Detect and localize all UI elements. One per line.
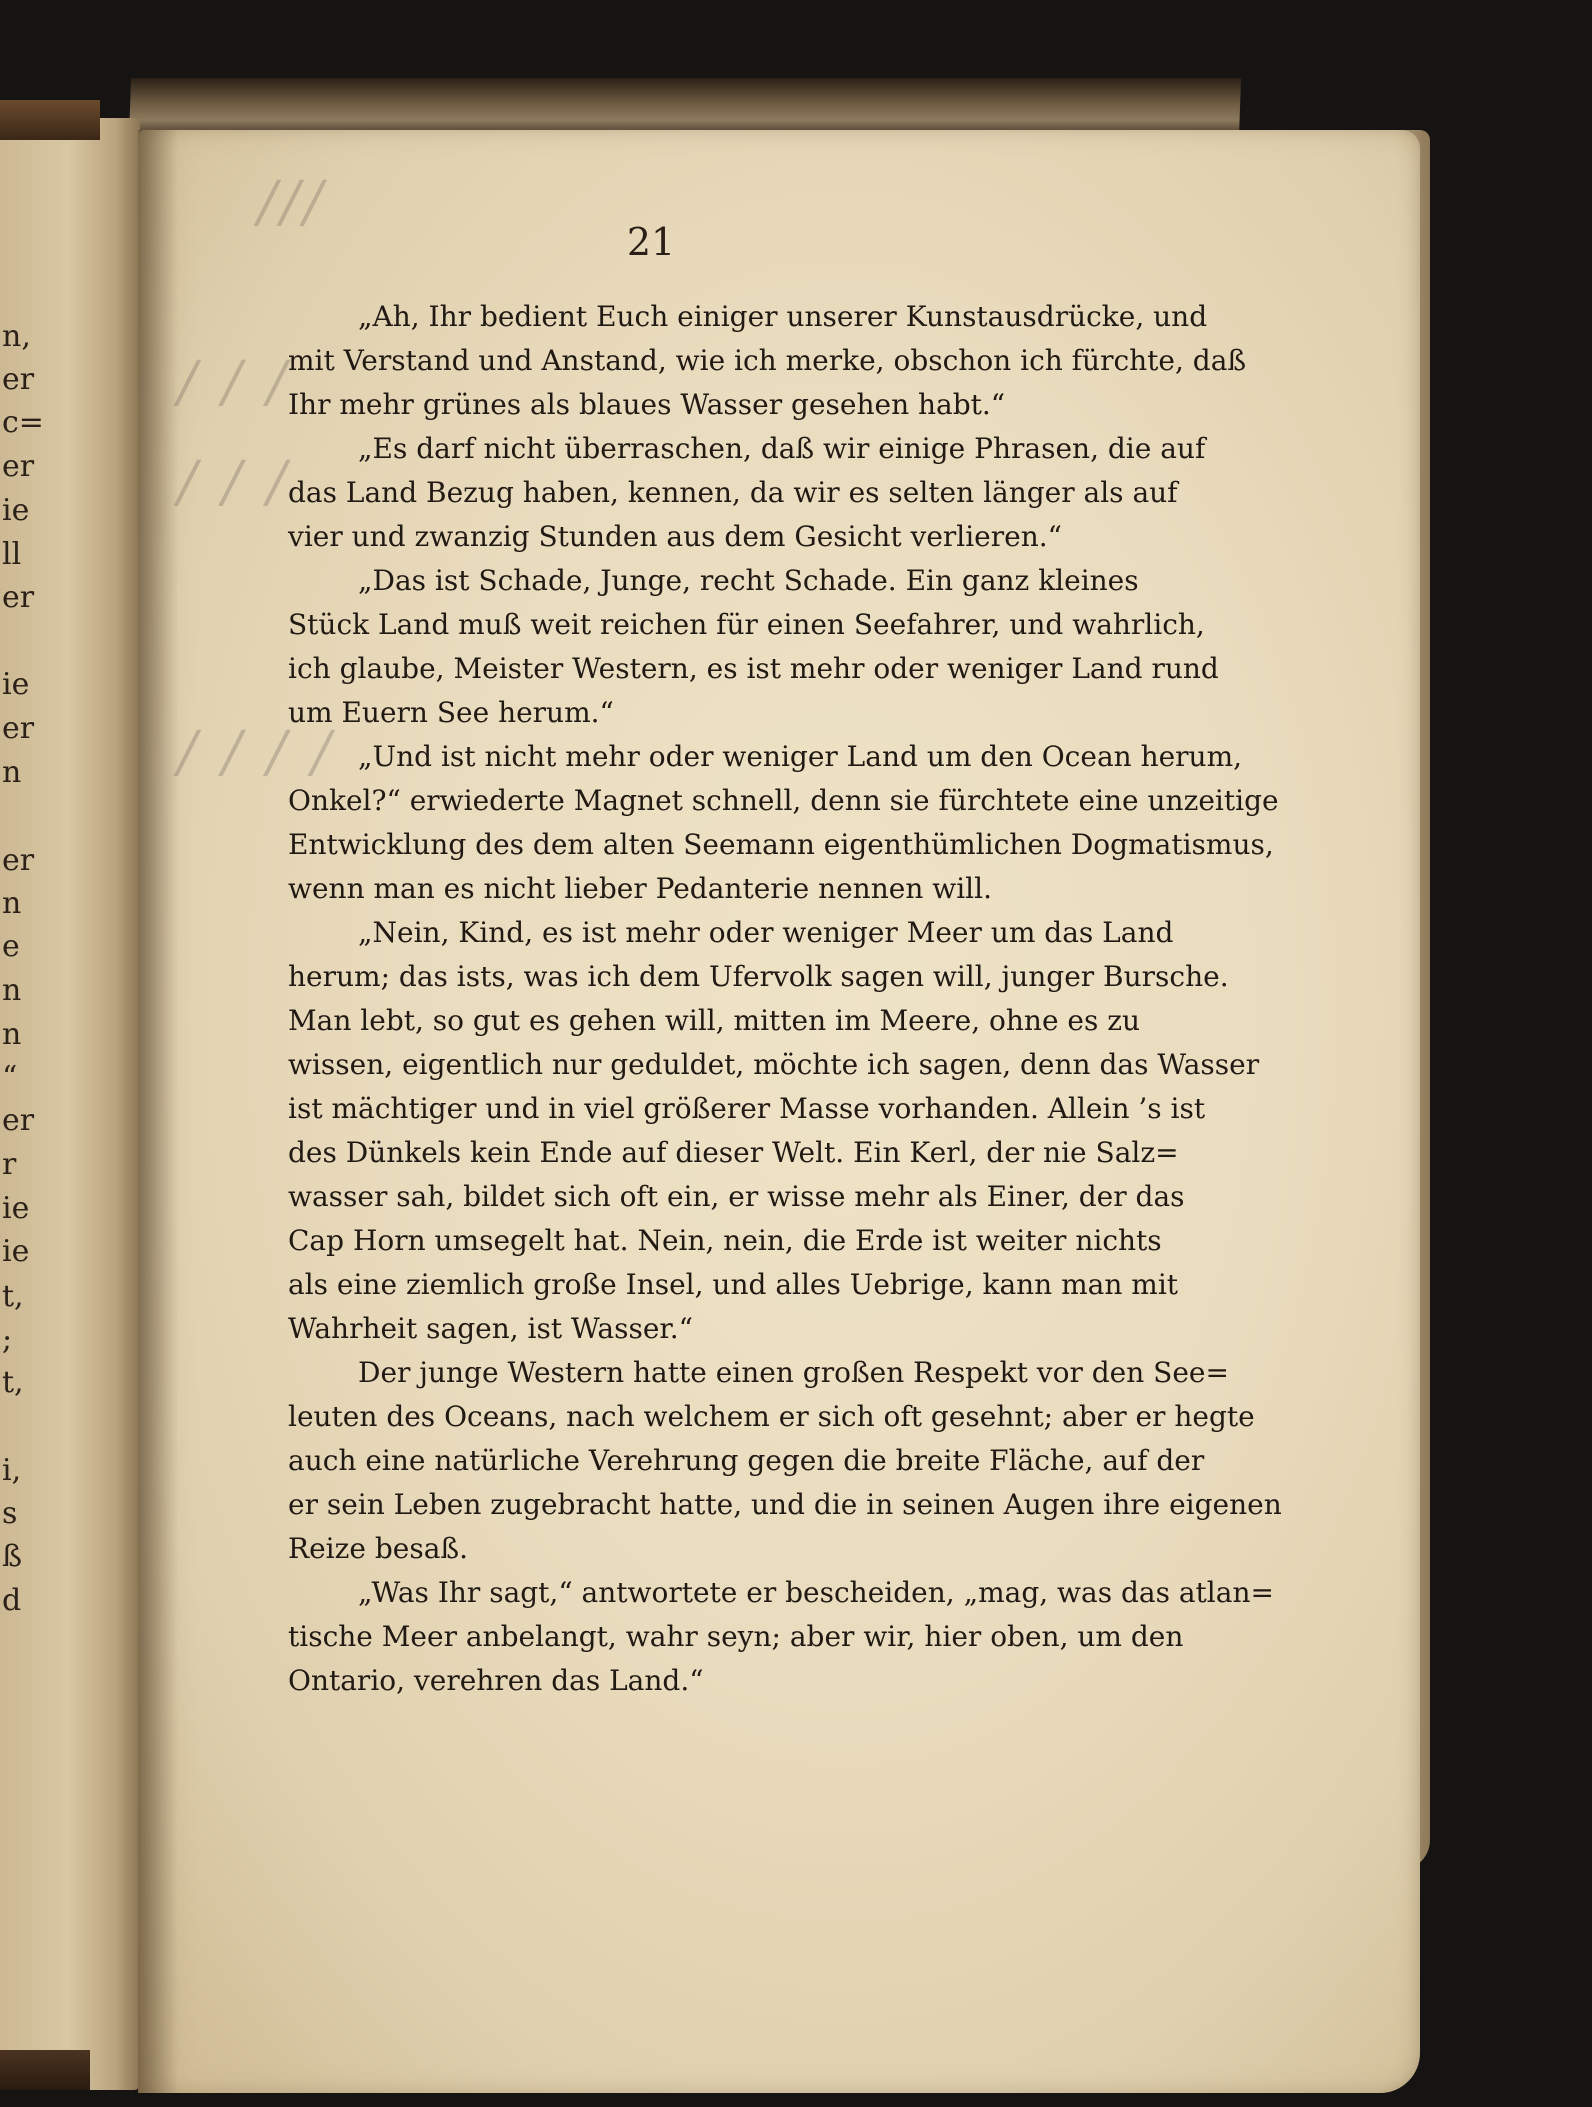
text-line: das Land Bezug haben, kennen, da wir es selten länger als auf [288,476,1178,509]
binding-corner-bottom [0,2050,90,2090]
pencil-mark-top: /// [258,170,327,235]
text-line: wasser sah, bildet sich oft ein, er wisse mehr als Einer, der das [288,1180,1185,1213]
text-line: Ihr mehr grünes als blaues Wasser gesehen habt.“ [288,388,1006,421]
facing-page-fragment: t, [2,1279,24,1314]
book-page [138,130,1420,2093]
facing-page-fragment: s [2,1496,18,1531]
text-line: Ontario, verehren das Land.“ [288,1664,704,1697]
facing-page-fragment: e [2,929,20,964]
text-line: Onkel?“ erwiederte Magnet schnell, denn sie fürchtete eine unzeitige [288,784,1279,817]
pencil-mark-3: / / / / [178,720,335,785]
facing-page-fragment: ie [2,493,30,528]
text-line: auch eine natürliche Verehrung gegen die breite Fläche, auf der [288,1444,1205,1477]
facing-page-fragment: er [2,711,35,746]
facing-page-fragment: ; [2,1322,13,1357]
text-line: Cap Horn umsegelt hat. Nein, nein, die Erde ist weiter nichts [288,1224,1162,1257]
text-line: „Es darf nicht überraschen, daß wir einige Phrasen, die auf [358,432,1206,465]
text-line: er sein Leben zugebracht hatte, und die in seinen Augen ihre eigenen [288,1488,1282,1521]
facing-page-fragment: ie [2,1234,30,1269]
facing-page-fragment: c= [2,405,44,440]
facing-page-fragment: er [2,362,35,397]
facing-page-fragment: n, [2,319,31,354]
paragraph [288,295,1388,427]
page-number: 21 [626,220,676,264]
text-line: mit Verstand und Anstand, wie ich merke, obschon ich fürchte, daß [288,344,1247,377]
facing-page-fragment: er [2,1103,35,1138]
text-line: Stück Land muß weit reichen für einen Seefahrer, und wahrlich, [288,608,1205,641]
paragraph [288,1351,1388,1571]
text-line: tische Meer anbelangt, wahr seyn; aber wir, hier oben, um den [288,1620,1184,1653]
facing-page-fragment: er [2,843,35,878]
text-line: um Euern See herum.“ [288,696,614,729]
body-text [288,295,1388,1703]
facing-page-fragment: ll [2,537,22,572]
facing-page-fragment: ie [2,667,30,702]
paragraph [288,559,1388,735]
paragraph [288,911,1388,1351]
text-line: Reize besaß. [288,1532,468,1565]
pencil-mark-1: / / / [178,350,291,415]
paragraph [288,1571,1388,1703]
gutter-shadow [138,130,178,2093]
text-line: „Das ist Schade, Junge, recht Schade. Ein ganz kleines [358,564,1139,597]
text-line: „Was Ihr sagt,“ antwortete er bescheiden, „mag, was das atlan= [358,1576,1274,1609]
book-top-edge [129,78,1241,138]
text-line: „Und ist nicht mehr oder weniger Land um den Ocean herum, [358,740,1243,773]
facing-page-fragment: n [2,886,22,921]
facing-page-fragment: er [2,449,35,484]
text-line: Der junge Western hatte einen großen Respekt vor den See= [358,1356,1229,1389]
text-line: Man lebt, so gut es gehen will, mitten im Meere, ohne es zu [288,1004,1141,1037]
text-line: herum; das ists, was ich dem Ufervolk sagen will, junger Bursche. [288,960,1229,993]
paragraph [288,427,1388,559]
facing-page-fragment: ie [2,1191,30,1226]
facing-page-fragment: n [2,973,22,1008]
facing-page-fragment: n [2,1017,22,1052]
text-line: des Dünkels kein Ende auf dieser Welt. Ein Kerl, der nie Salz= [288,1136,1179,1169]
facing-page-fragment: r [2,1147,17,1182]
paragraph [288,735,1388,911]
facing-page-edge [0,118,140,2090]
text-line: Entwicklung des dem alten Seemann eigenthümlichen Dogmatismus, [288,828,1274,861]
text-line: „Ah, Ihr bedient Euch einiger unserer Kunstausdrücke, und [358,300,1208,333]
text-line: als eine ziemlich große Insel, und alles Uebrige, kann man mit [288,1268,1179,1301]
facing-page-fragment: n [2,755,22,790]
text-line: leuten des Oceans, nach welchem er sich oft gesehnt; aber er hegte [288,1400,1255,1433]
text-line: ich glaube, Meister Western, es ist mehr oder weniger Land rund [288,652,1219,685]
text-line: Wahrheit sagen, ist Wasser.“ [288,1312,693,1345]
facing-page-fragment: er [2,580,35,615]
facing-page-fragment: i, [2,1453,22,1488]
text-line: wenn man es nicht lieber Pedanterie nennen will. [288,872,992,905]
pencil-mark-2: / / / [178,450,291,515]
facing-page-fragment: ß [2,1539,23,1574]
text-line: „Nein, Kind, es ist mehr oder weniger Meer um das Land [358,916,1174,949]
text-line: vier und zwanzig Stunden aus dem Gesicht verlieren.“ [288,520,1062,553]
facing-page-fragment: “ [2,1060,18,1095]
text-line: wissen, eigentlich nur geduldet, möchte ich sagen, denn das Wasser [288,1048,1260,1081]
facing-page-fragment: t, [2,1365,24,1400]
binding-corner-top [0,100,100,140]
facing-page-fragment: d [2,1583,22,1618]
text-line: ist mächtiger und in viel größerer Masse vorhanden. Allein ’s ist [288,1092,1206,1125]
